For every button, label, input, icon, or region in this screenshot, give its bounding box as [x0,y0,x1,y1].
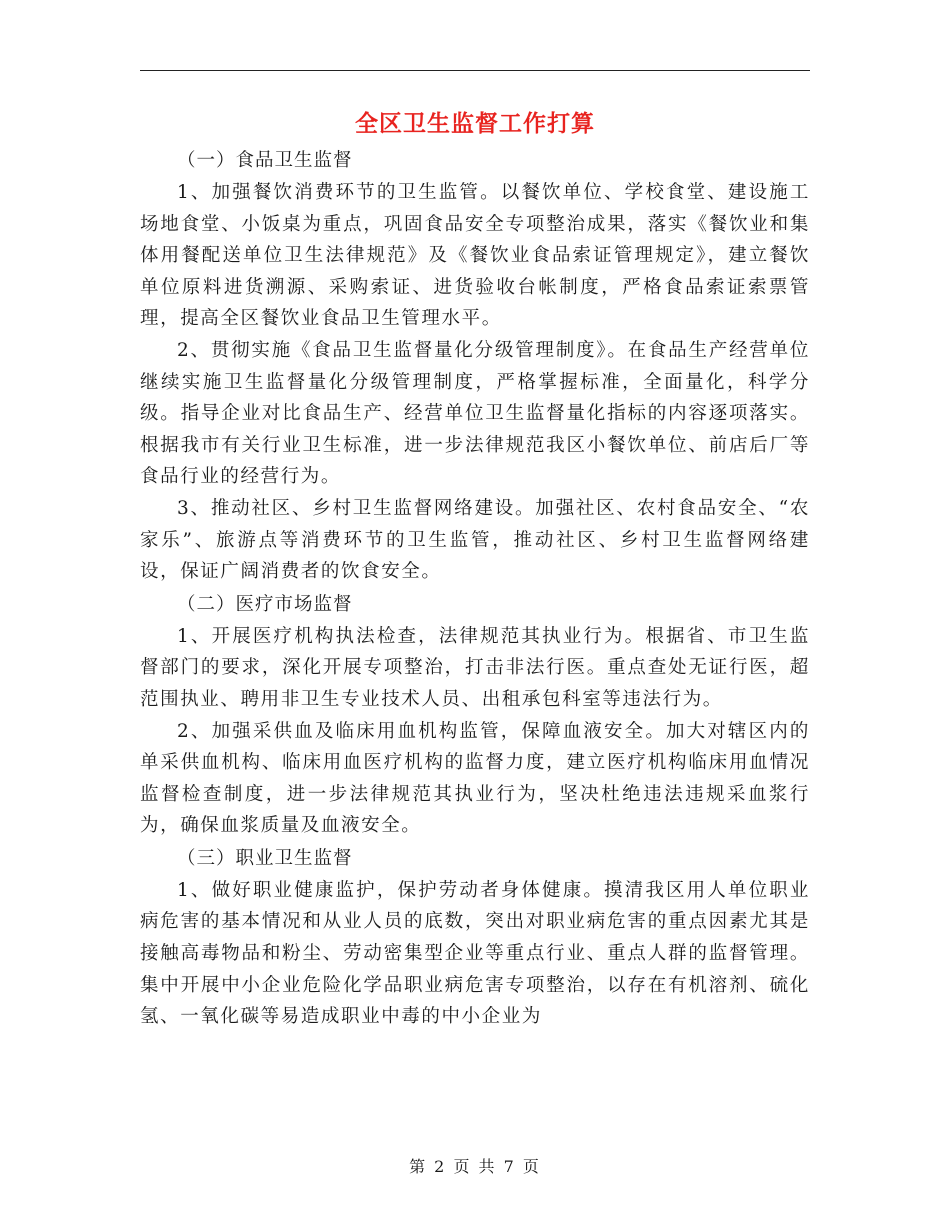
body-paragraph: 1、加强餐饮消费环节的卫生监管。以餐饮单位、学校食堂、建设施工场地食堂、小饭桌为重点，巩固食品安全专项整治成果，落实《餐饮业和集体用餐配送单位卫生法律规范》及《餐饮业食品索证管理规定》，建立餐饮单位原料进货溯源、采购索证、进货验收台帐制度，严格食品索证索票管理，提高全区餐饮业食品卫生管理水平。 [140,182,810,330]
section-heading: （一）食品卫生监督 [177,150,353,171]
document-blocks [140,144,810,1033]
body-paragraph: 1、开展医疗机构执法检查，法律规范其执业行为。根据省、市卫生监督部门的要求，深化开展专项整治，打击非法行医。重点查处无证行医，超范围执业、聘用非卫生专业技术人员、出租承包科室等违法行为。 [140,625,810,710]
body-paragraph: 2、贯彻实施《食品卫生监督量化分级管理制度》。在食品生产经营单位继续实施卫生监督量化分级管理制度，严格掌握标准，全面量化，科学分级。指导企业对比食品生产、经营单位卫生监督量化指标的内容逐项落实。根据我市有关行业卫生标准，进一步法律规范我区小餐饮单位、前店后厂等食品行业的经营行为。 [140,339,810,488]
body-paragraph: 3、推动社区、乡村卫生监督网络建设。加强社区、农村食品安全、“农家乐”、旅游点等消费环节的卫生监管，推动社区、乡村卫生监督网络建设，保证广阔消费者的饮食安全。 [140,497,810,583]
page-number-label: 第 2 页 共 7 页 [409,1157,541,1176]
section-heading: （二）医疗市场监督 [177,593,353,615]
body-paragraph: 2、加强采供血及临床用血机构监管，保障血液安全。加大对辖区内的单采供血机构、临床用血医疗机构的监督力度，建立医疗机构临床用血情况监督检查制度，进一步法律规范其执业行为，坚决杜绝违法违规采血浆行为，确保血浆质量及血液安全。 [140,720,810,837]
document-body [140,104,810,1033]
header-rule [140,70,810,71]
section-heading: （三）职业卫生监督 [177,847,353,869]
page-footer [0,1154,950,1177]
body-paragraph: 1、做好职业健康监护，保护劳动者身体健康。摸清我区用人单位职业病危害的基本情况和从业人员的底数，突出对职业病危害的重点因素尤其是接触高毒物品和粉尘、劳动密集型企业等重点行业、重点人群的监督管理。集中开展中小企业危险化学品职业病危害专项整治，以存在有机溶剂、硫化氢、一氧化碳等易造成职业中毒的中小企业为 [140,879,810,1028]
document-title: 全区卫生监督工作打算 [355,110,595,137]
